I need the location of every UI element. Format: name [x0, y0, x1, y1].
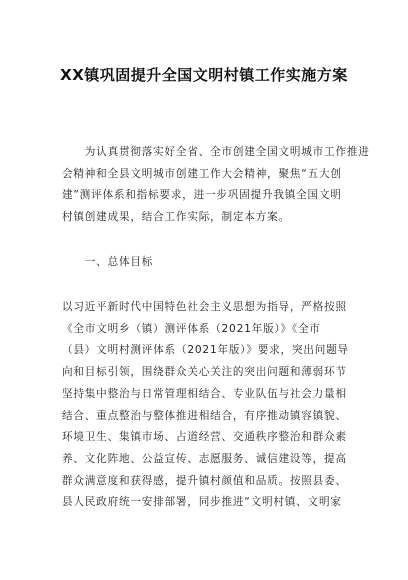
document-title: XX镇巩固提升全国文明村镇工作实施方案: [60, 66, 348, 84]
body-paragraph: [62, 297, 352, 514]
text-line: 环境卫生、集镇市场、占道经营、交通秩序整治和群众素: [62, 431, 347, 444]
text-line: 村镇创建成果，结合工作实际，制定本方案。: [62, 211, 290, 224]
text-line: （县）文明村测评体系（2021年版）》要求，突出问题导: [62, 344, 349, 357]
text-line: 养、文化阵地、公益宣传、志愿服务、诚信建设等，提高: [62, 452, 347, 465]
text-line: 向和目标引领，围绕群众关心关注的突出问题和薄弱环节: [62, 366, 347, 379]
intro-paragraph: [62, 142, 370, 229]
text-line: 以习近平新时代中国特色社会主义思想为指导，严格按照: [62, 301, 347, 313]
text-line: 会精神和全县文明城市创建工作大会精神，聚焦“五大创: [62, 167, 342, 180]
text-line: 为认真贯彻落实好全省、全市创建全国文明城市工作推进: [62, 146, 370, 158]
text-line: 坚持集中整治与日常管理相结合、专业队伍与社会力量相: [62, 387, 347, 400]
text-line: 建”测评体系和指标要求，进一步巩固提升我镇全国文明: [62, 189, 342, 202]
text-line: 群众满意度和获得感，提升镇村颜值和品质。按照县委、: [62, 474, 347, 487]
text-line: 《全市文明乡（镇）测评体系（2021年版）》《全市: [62, 322, 321, 335]
section-heading: 一、总体目标: [62, 256, 154, 268]
text-line: 县人民政府统一安排部署，同步推进“文明村镇、文明家: [62, 496, 342, 509]
text-line: 结合、重点整治与整体推进相结合，有序推动镇容镇貌、: [62, 409, 347, 422]
